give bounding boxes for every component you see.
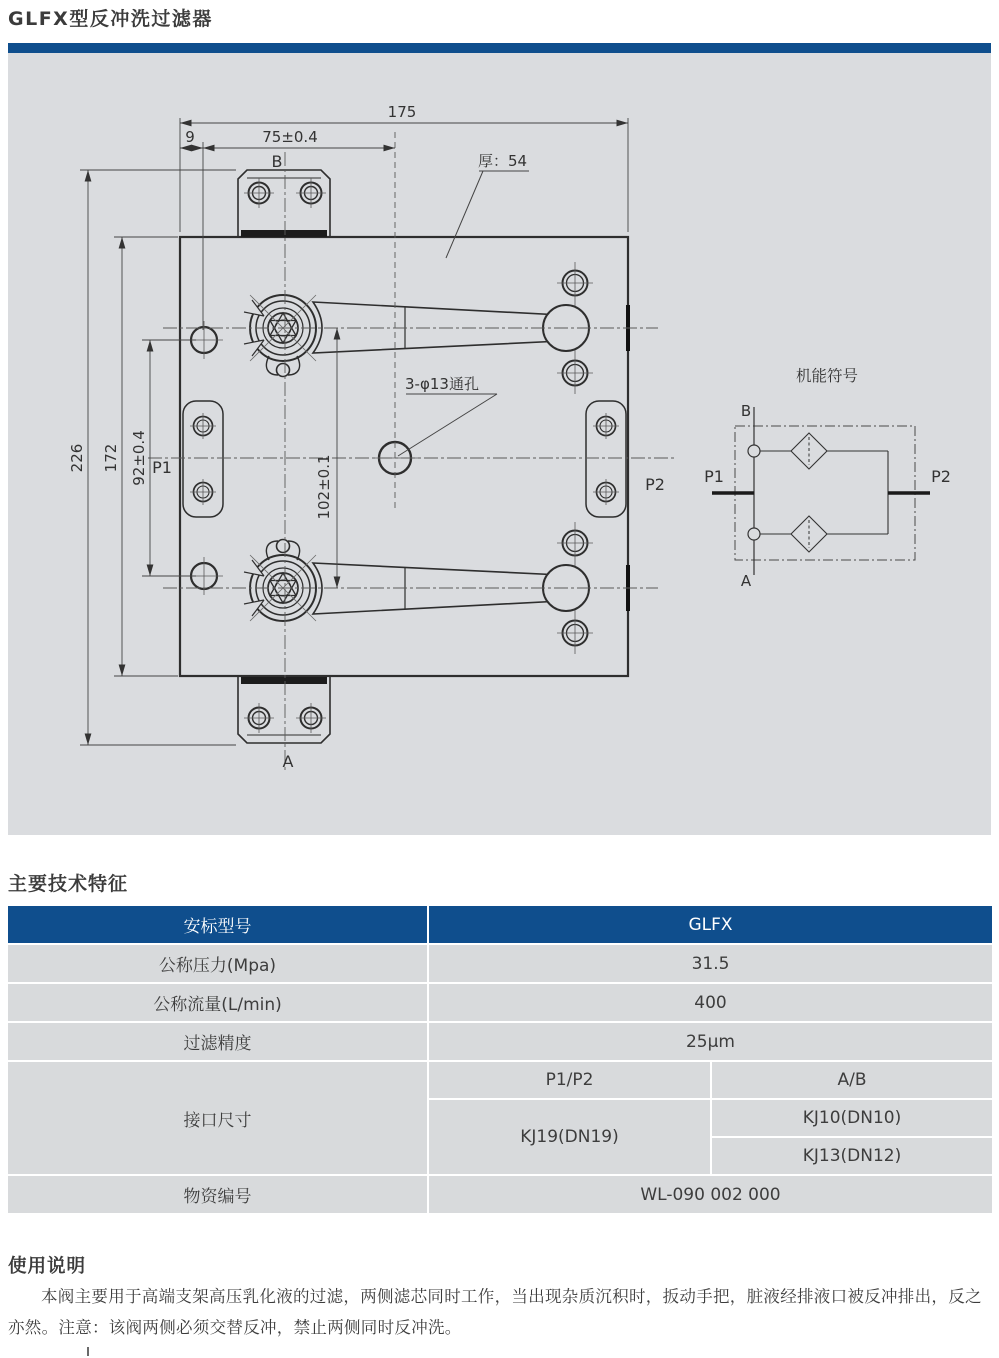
next-figure-tick-mark — [87, 1347, 89, 1356]
specs-table — [8, 906, 990, 1213]
ports-ab-value-1: KJ10(DN10) — [712, 1100, 992, 1136]
port-b-label: B — [271, 152, 283, 171]
dim-port-spacing: 92±0.4 — [130, 430, 148, 486]
through-holes-label: 3-φ13通孔 — [405, 375, 479, 393]
dim-total-width: 175 — [387, 103, 417, 121]
port-a-label: A — [282, 752, 294, 771]
filter-body-outline — [180, 170, 630, 743]
table-header-model-label: 安标型号 — [8, 906, 427, 943]
symbol-a-label: A — [740, 572, 752, 590]
ports-subheader-p1p2: P1/P2 — [429, 1062, 710, 1098]
symbol-b-label: B — [740, 402, 752, 420]
ports-p1p2-value: KJ19(DN19) — [429, 1100, 710, 1174]
usage-heading: 使用说明 — [8, 1256, 87, 1277]
dim-top-hole-spacing: 75±0.4 — [262, 128, 318, 146]
dim-lever-spacing: 102±0.1 — [315, 454, 333, 520]
row-material-code-value: WL-090 002 000 — [429, 1176, 992, 1213]
dimension-lines — [80, 118, 628, 745]
dim-block-height: 172 — [102, 443, 120, 473]
top-handle-assembly — [244, 295, 589, 377]
row-pressure-label: 公称压力(Mpa) — [8, 945, 427, 982]
port-p1-label: P1 — [152, 458, 172, 477]
page-title: GLFX型反冲洗过滤器 — [8, 8, 213, 30]
specs-heading: 主要技术特征 — [8, 873, 129, 895]
dim-overall-height: 226 — [68, 443, 86, 473]
table-header-model-value: GLFX — [429, 906, 992, 943]
bottom-handle-assembly — [244, 540, 589, 622]
function-symbol — [704, 367, 951, 590]
symbol-p2-label: P2 — [931, 467, 951, 486]
row-flow-label: 公称流量(L/min) — [8, 984, 427, 1021]
row-filtration-value: 25μm — [429, 1023, 992, 1060]
thickness-label: 厚：54 — [478, 152, 528, 170]
ports-ab-value-2: KJ13(DN12) — [712, 1138, 992, 1174]
row-ports-label: 接口尺寸 — [8, 1062, 427, 1174]
side-port-slots — [183, 401, 626, 520]
row-flow-value: 400 — [429, 984, 992, 1021]
row-pressure-value: 31.5 — [429, 945, 992, 982]
ports-subheader-ab: A/B — [712, 1062, 992, 1098]
function-symbol-title: 机能符号 — [795, 367, 859, 385]
row-material-code-label: 物资编号 — [8, 1176, 427, 1213]
row-filtration-label: 过滤精度 — [8, 1023, 427, 1060]
dim-edge-offset: 9 — [185, 128, 195, 146]
usage-paragraph: 本阀主要用于高端支架高压乳化液的过滤，两侧滤芯同时工作，当出现杂质沉积时，扳动手把，脏液经排液口被反冲排出，反之亦然。注意：该阀两侧必须交替反冲，禁止两侧同时反冲洗。 — [8, 1287, 982, 1337]
port-p2-label: P2 — [645, 475, 665, 494]
symbol-p1-label: P1 — [704, 467, 724, 486]
